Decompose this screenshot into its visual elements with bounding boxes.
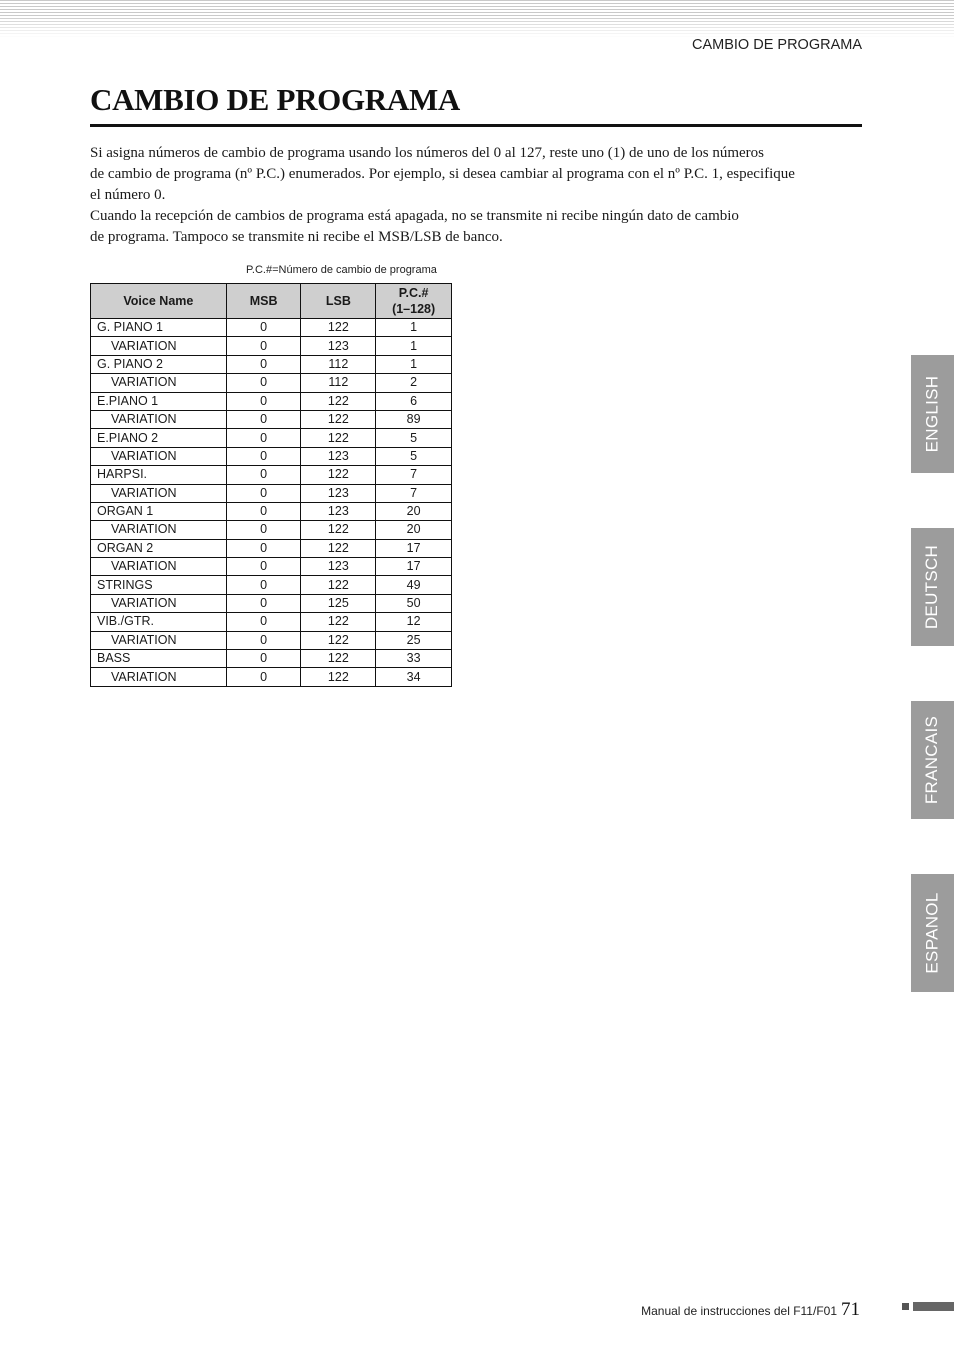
cell-pc: 20 — [376, 502, 452, 520]
table-row — [91, 374, 452, 392]
page-number: 71 — [841, 1299, 860, 1320]
cell-lsb: 122 — [301, 466, 376, 484]
table-row — [91, 558, 452, 576]
table-body — [91, 319, 452, 687]
cell-voice-name: VARIATION — [91, 668, 227, 686]
cell-pc: 25 — [376, 631, 452, 649]
tab-francais-label: FRANCAIS — [922, 715, 942, 805]
header-pc-line-2: (1–128) — [392, 302, 436, 316]
cell-pc: 20 — [376, 521, 452, 539]
cell-lsb: 122 — [301, 650, 376, 668]
cell-pc: 7 — [376, 466, 452, 484]
cell-pc: 34 — [376, 668, 452, 686]
table-row — [91, 650, 452, 668]
cell-pc: 50 — [376, 594, 452, 612]
cell-msb: 0 — [226, 466, 301, 484]
cell-pc: 5 — [376, 429, 452, 447]
cell-lsb: 122 — [301, 539, 376, 557]
program-change-table — [90, 283, 452, 687]
cell-msb: 0 — [226, 539, 301, 557]
cell-pc: 2 — [376, 374, 452, 392]
table-row — [91, 429, 452, 447]
cell-pc: 5 — [376, 447, 452, 465]
table-row — [91, 392, 452, 410]
cell-msb: 0 — [226, 355, 301, 373]
cell-lsb: 123 — [301, 558, 376, 576]
cell-lsb: 122 — [301, 319, 376, 337]
cell-voice-name: VARIATION — [91, 521, 227, 539]
title-rule — [90, 124, 862, 127]
table-note: P.C.#=Número de cambio de programa — [246, 264, 437, 276]
tab-english[interactable] — [911, 355, 954, 473]
cell-msb: 0 — [226, 484, 301, 502]
cell-msb: 0 — [226, 668, 301, 686]
cell-msb: 0 — [226, 337, 301, 355]
cell-voice-name: E.PIANO 1 — [91, 392, 227, 410]
table-row — [91, 668, 452, 686]
cell-lsb: 122 — [301, 613, 376, 631]
cell-msb: 0 — [226, 429, 301, 447]
cell-voice-name: HARPSI. — [91, 466, 227, 484]
cell-voice-name: G. PIANO 1 — [91, 319, 227, 337]
tab-english-label: ENGLISH — [922, 375, 942, 453]
footer-square-mark — [902, 1303, 909, 1310]
cell-voice-name: VARIATION — [91, 631, 227, 649]
cell-lsb: 122 — [301, 631, 376, 649]
cell-pc: 89 — [376, 410, 452, 428]
cell-voice-name: ORGAN 2 — [91, 539, 227, 557]
cell-msb: 0 — [226, 613, 301, 631]
cell-lsb: 123 — [301, 447, 376, 465]
table-row — [91, 594, 452, 612]
table-row — [91, 410, 452, 428]
cell-voice-name: VARIATION — [91, 337, 227, 355]
header-msb: MSB — [226, 284, 301, 319]
cell-voice-name: VIB./GTR. — [91, 613, 227, 631]
cell-msb: 0 — [226, 447, 301, 465]
cell-lsb: 112 — [301, 374, 376, 392]
cell-lsb: 112 — [301, 355, 376, 373]
paragraph-2-line-1: Cuando la recepción de cambios de programa está apagada, no se transmite ni recibe ningún dato de cambio — [90, 208, 739, 224]
table-row — [91, 613, 452, 631]
cell-lsb: 125 — [301, 594, 376, 612]
cell-voice-name: BASS — [91, 650, 227, 668]
cell-lsb: 123 — [301, 502, 376, 520]
cell-msb: 0 — [226, 576, 301, 594]
cell-msb: 0 — [226, 392, 301, 410]
cell-lsb: 123 — [301, 484, 376, 502]
cell-voice-name: ORGAN 1 — [91, 502, 227, 520]
table-row — [91, 337, 452, 355]
cell-voice-name: STRINGS — [91, 576, 227, 594]
cell-pc: 49 — [376, 576, 452, 594]
header-pc-line-1: P.C.# — [398, 286, 429, 300]
table-row — [91, 355, 452, 373]
cell-lsb: 122 — [301, 429, 376, 447]
cell-pc: 12 — [376, 613, 452, 631]
cell-lsb: 122 — [301, 392, 376, 410]
header-lsb: LSB — [301, 284, 376, 319]
tab-francais[interactable] — [911, 701, 954, 819]
cell-lsb: 122 — [301, 410, 376, 428]
tab-deutsch-label: DEUTSCH — [922, 544, 942, 630]
tab-espanol[interactable] — [911, 874, 954, 992]
page-title: CAMBIO DE PROGRAMA — [90, 82, 461, 117]
table-row — [91, 631, 452, 649]
cell-pc: 1 — [376, 319, 452, 337]
header-stripes — [0, 0, 954, 38]
cell-pc: 17 — [376, 539, 452, 557]
cell-pc: 17 — [376, 558, 452, 576]
cell-msb: 0 — [226, 410, 301, 428]
cell-voice-name: VARIATION — [91, 447, 227, 465]
tab-deutsch[interactable] — [911, 528, 954, 646]
cell-voice-name: VARIATION — [91, 558, 227, 576]
cell-msb: 0 — [226, 650, 301, 668]
table-row — [91, 502, 452, 520]
footer — [641, 1299, 860, 1321]
paragraph-1 — [90, 143, 850, 206]
running-head: CAMBIO DE PROGRAMA — [692, 37, 862, 53]
cell-lsb: 122 — [301, 576, 376, 594]
table-row — [91, 576, 452, 594]
header-pc — [376, 284, 452, 319]
cell-pc: 1 — [376, 355, 452, 373]
cell-msb: 0 — [226, 594, 301, 612]
cell-lsb: 122 — [301, 521, 376, 539]
paragraph-1-line-2: de cambio de programa (nº P.C.) enumerados. Por ejemplo, si desea cambiar al programa con el nº P.C. 1, especifique — [90, 166, 795, 182]
cell-msb: 0 — [226, 374, 301, 392]
table-row — [91, 484, 452, 502]
cell-voice-name: E.PIANO 2 — [91, 429, 227, 447]
cell-voice-name: VARIATION — [91, 374, 227, 392]
table-header-row — [91, 284, 452, 319]
cell-voice-name: VARIATION — [91, 594, 227, 612]
footer-bar-mark — [913, 1302, 954, 1311]
cell-pc: 33 — [376, 650, 452, 668]
cell-msb: 0 — [226, 502, 301, 520]
paragraph-2 — [90, 206, 850, 248]
paragraph-1-line-3: el número 0. — [90, 187, 166, 203]
cell-msb: 0 — [226, 521, 301, 539]
cell-pc: 1 — [376, 337, 452, 355]
footer-manual-title: Manual de instrucciones del F11/F01 — [641, 1304, 837, 1318]
cell-lsb: 123 — [301, 337, 376, 355]
cell-lsb: 122 — [301, 668, 376, 686]
cell-voice-name: VARIATION — [91, 410, 227, 428]
cell-voice-name: VARIATION — [91, 484, 227, 502]
cell-msb: 0 — [226, 319, 301, 337]
cell-pc: 6 — [376, 392, 452, 410]
cell-msb: 0 — [226, 558, 301, 576]
table-row — [91, 447, 452, 465]
table-row — [91, 319, 452, 337]
cell-pc: 7 — [376, 484, 452, 502]
paragraph-2-line-2: de programa. Tampoco se transmite ni recibe el MSB/LSB de banco. — [90, 229, 503, 245]
paragraph-1-line-1: Si asigna números de cambio de programa usando los números del 0 al 127, reste uno (1) de uno de los números — [90, 145, 765, 161]
header-voice-name: Voice Name — [91, 284, 227, 319]
table-row — [91, 521, 452, 539]
cell-msb: 0 — [226, 631, 301, 649]
cell-voice-name: G. PIANO 2 — [91, 355, 227, 373]
table-row — [91, 539, 452, 557]
body-text — [90, 143, 850, 248]
tab-espanol-label: ESPANOL — [922, 892, 942, 974]
table-row — [91, 466, 452, 484]
